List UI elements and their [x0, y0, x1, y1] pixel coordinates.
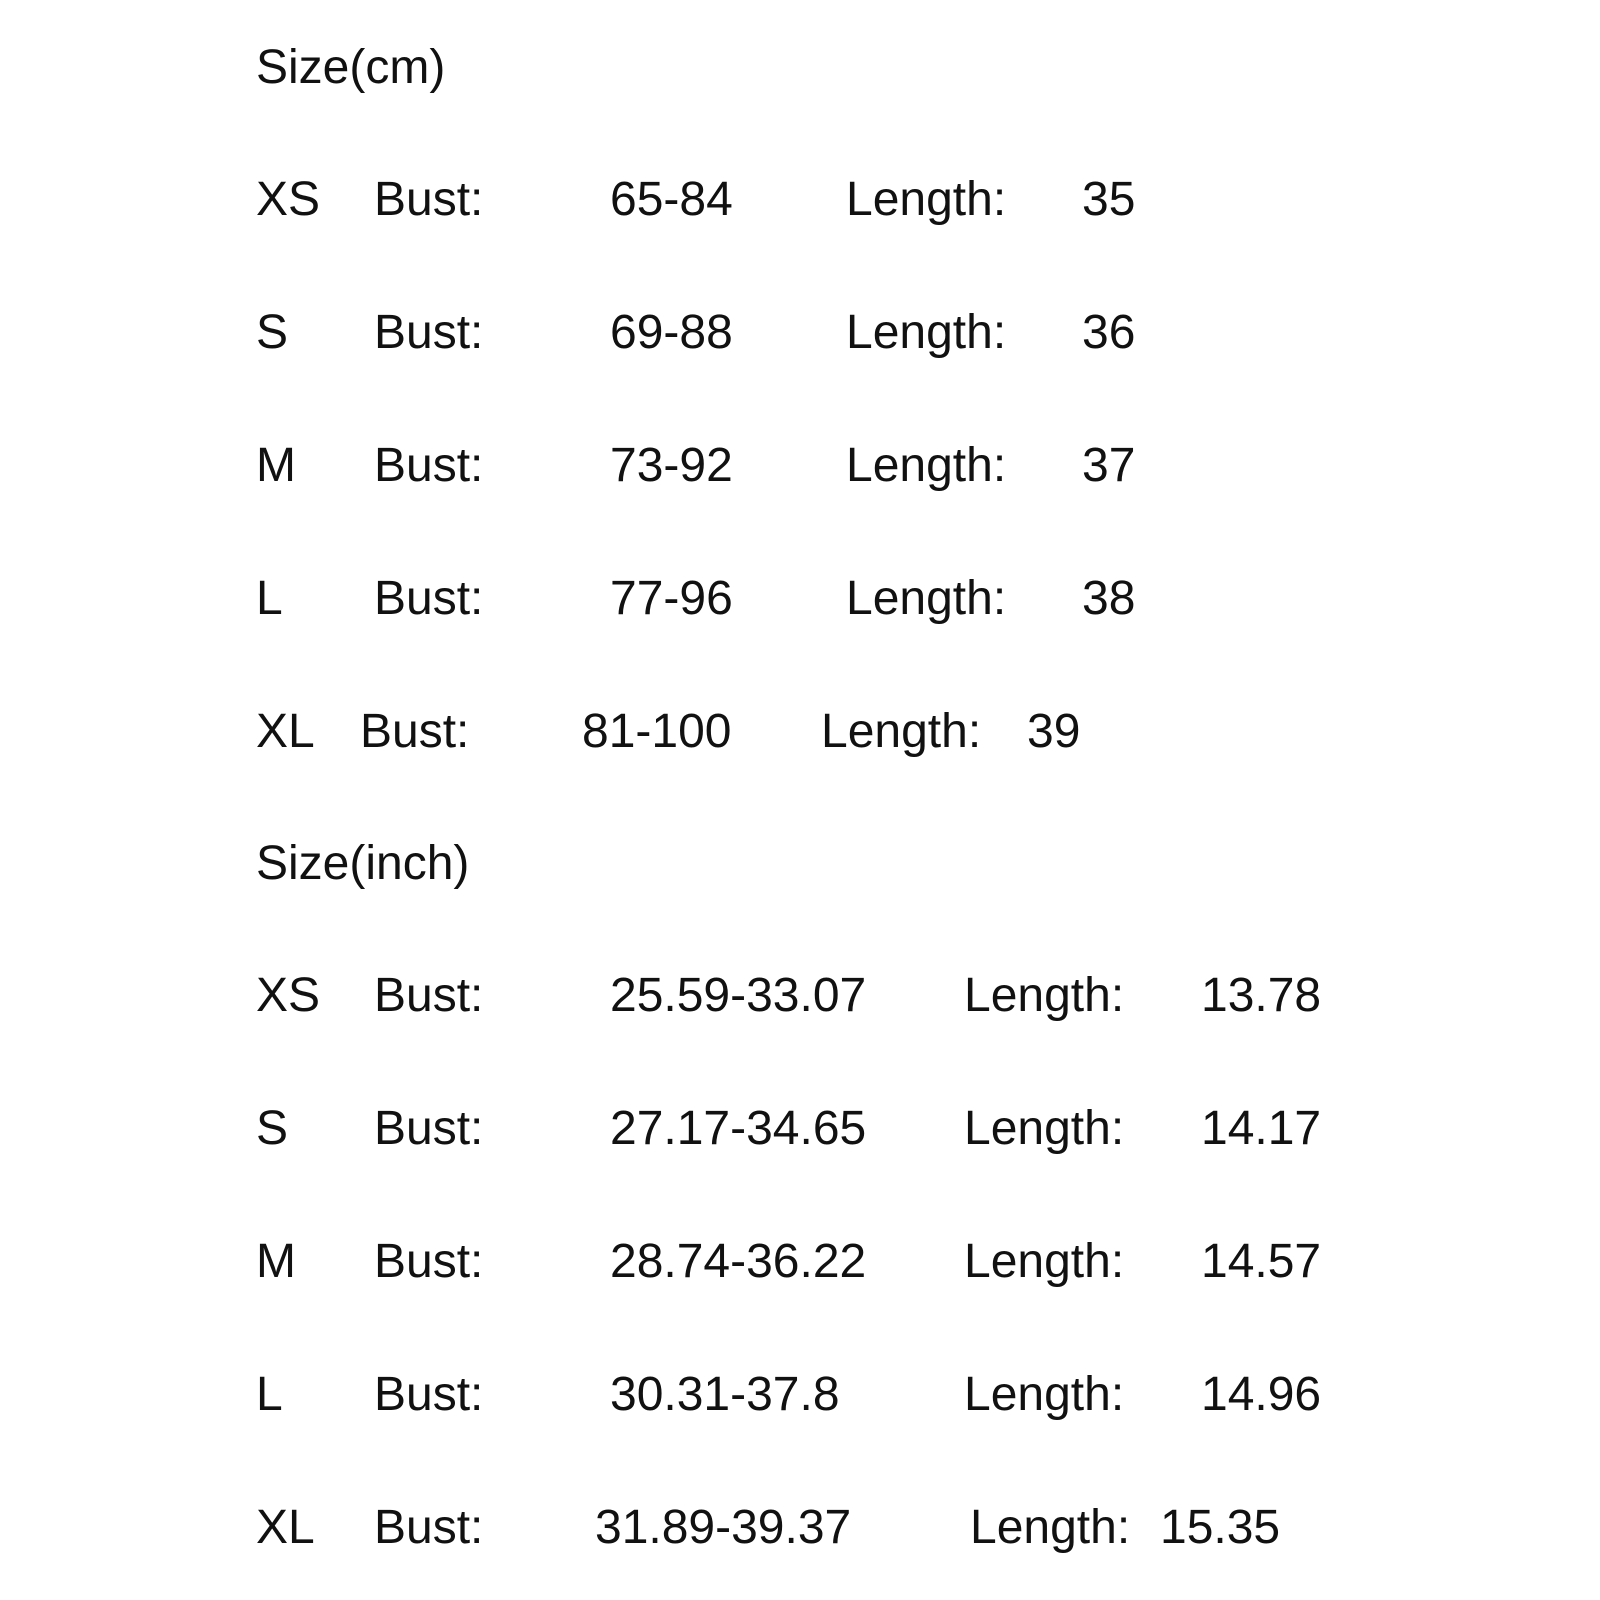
- length-label: Length:: [964, 1368, 1125, 1421]
- size-label: XS: [256, 969, 321, 1022]
- bust-value: 28.74-36.22: [610, 1235, 867, 1288]
- size-label: XS: [256, 173, 321, 226]
- length-value: 37: [1082, 439, 1136, 492]
- bust-value: 31.89-39.37: [595, 1501, 852, 1554]
- bust-label: Bust:: [374, 439, 484, 492]
- bust-label: Bust:: [374, 306, 484, 359]
- length-label: Length:: [846, 173, 1007, 226]
- length-value: 14.57: [1201, 1235, 1322, 1288]
- bust-label: Bust:: [374, 572, 484, 625]
- bust-value: 30.31-37.8: [610, 1368, 840, 1421]
- bust-label: Bust:: [374, 969, 484, 1022]
- bust-value: 77-96: [610, 572, 733, 625]
- length-value: 14.17: [1201, 1102, 1322, 1155]
- size-label: L: [256, 1368, 283, 1421]
- length-label: Length:: [964, 1102, 1125, 1155]
- length-value: 14.96: [1201, 1368, 1322, 1421]
- size-label: L: [256, 572, 283, 625]
- bust-value: 25.59-33.07: [610, 969, 867, 1022]
- size-label: XL: [256, 1501, 315, 1554]
- length-value: 38: [1082, 572, 1136, 625]
- bust-label: Bust:: [374, 1235, 484, 1288]
- length-value: 15.35: [1160, 1501, 1281, 1554]
- length-label: Length:: [964, 1235, 1125, 1288]
- length-label: Length:: [846, 306, 1007, 359]
- bust-value: 73-92: [610, 439, 733, 492]
- length-label: Length:: [970, 1501, 1131, 1554]
- bust-value: 65-84: [610, 173, 733, 226]
- length-label: Length:: [846, 439, 1007, 492]
- size-label: S: [256, 306, 289, 359]
- length-value: 36: [1082, 306, 1136, 359]
- inch-section-heading: Size(inch): [256, 837, 470, 890]
- size-label: M: [256, 439, 296, 492]
- length-label: Length:: [821, 705, 982, 758]
- bust-label: Bust:: [374, 173, 484, 226]
- length-value: 35: [1082, 173, 1136, 226]
- bust-value: 81-100: [582, 705, 732, 758]
- bust-label: Bust:: [374, 1102, 484, 1155]
- size-label: XL: [256, 705, 315, 758]
- length-value: 39: [1027, 705, 1081, 758]
- bust-value: 27.17-34.65: [610, 1102, 867, 1155]
- length-label: Length:: [964, 969, 1125, 1022]
- bust-value: 69-88: [610, 306, 733, 359]
- size-label: M: [256, 1235, 296, 1288]
- length-value: 13.78: [1201, 969, 1322, 1022]
- bust-label: Bust:: [374, 1501, 484, 1554]
- bust-label: Bust:: [360, 705, 470, 758]
- cm-section-heading: Size(cm): [256, 41, 446, 94]
- bust-label: Bust:: [374, 1368, 484, 1421]
- size-label: S: [256, 1102, 289, 1155]
- length-label: Length:: [846, 572, 1007, 625]
